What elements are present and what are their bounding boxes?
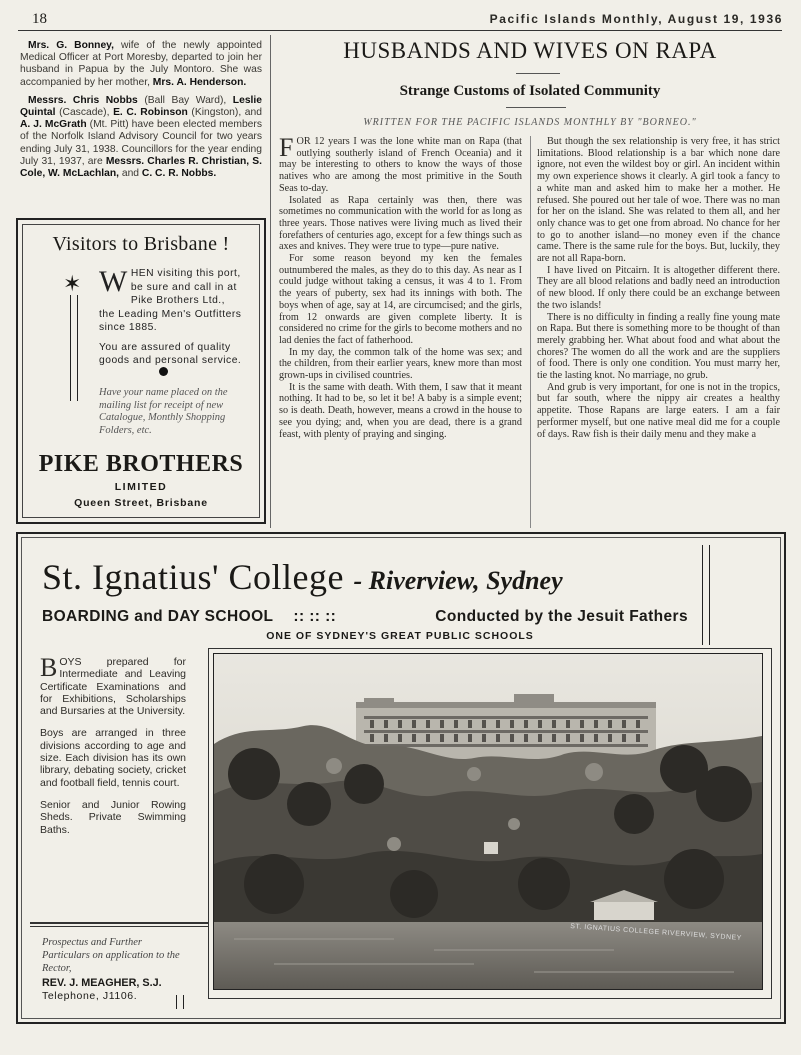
ad-paragraph: Senior and Junior Rowing Sheds. Private Swimming Baths. xyxy=(40,798,186,836)
ad-body xyxy=(99,267,244,374)
running-head: Pacific Islands Monthly, August 19, 1936 xyxy=(489,12,783,26)
conducted-label: Conducted by the Jesuit Fathers xyxy=(435,608,688,625)
company-limited: LIMITED xyxy=(114,481,168,493)
column-divider xyxy=(530,136,531,528)
article-paragraph: In my day, the common talk of the home was sex; and the children, from their earlier years, knew more than most grown-ups in civilised countries. xyxy=(279,346,522,382)
article-subtitle: Strange Customs of Isolated Community xyxy=(399,83,661,99)
article-paragraph: Isolated as Rapa certainly was then, there was sometimes no communication with the world for as long as three years. Those natives were living much as lived their forefathers of centuries ago, except for a few things such as axes and knives. They were true to type—pure native. xyxy=(279,194,522,253)
column-divider xyxy=(270,35,271,528)
article-paragraph: I have lived on Pitcairn. It is altogether different there. They are all blood relations and badly need an introduction of new blood. If only there could be an exchange between the two islands! xyxy=(537,264,780,311)
company-name: PIKE BROTHERS xyxy=(38,451,244,477)
mailing-list-note: Have your name placed on the mailing list for receipt of new Catalogue, Monthly Shopping Folders, etc. xyxy=(99,387,228,436)
company-address: Queen Street, Brisbane xyxy=(74,497,208,509)
article-paragraph: For some reason beyond my ken the females outnumbered the males, as they do to this day. As near as I could judge without taking a census, it was 4 to 1. From the years of puberty, sex had its innings with both. The boys when of age, say at 14, are circumcised; and the girls, from 12 onwards are given complete liberty. It is considered no crime for the girls to become mothers and no lad denies the fact of fatherhood. xyxy=(279,253,522,346)
bullet-dot-icon xyxy=(159,367,168,376)
college-tagline: ONE OF SYDNEY'S GREAT PUBLIC SCHOOLS xyxy=(266,630,534,642)
subtitle-rule xyxy=(506,107,566,108)
college-title: St. Ignatius' College - Riverview, Sydney xyxy=(42,557,563,597)
college-description xyxy=(40,653,186,846)
boarding-label: BOARDING and DAY SCHOOL xyxy=(42,608,274,625)
ad-headline: Visitors to Brisbane ! xyxy=(52,233,230,255)
college-location: - Riverview, Sydney xyxy=(353,566,563,595)
article-title: HUSBANDS AND WIVES ON RAPA xyxy=(343,38,717,63)
ad-paragraph: BOYS prepared for Intermediate and Leaving Certificate Examinations and for Exhibitions, Scholarships and Bursaries at the University. xyxy=(40,653,186,718)
star-icon: ✶ xyxy=(63,271,82,296)
article-paragraph: FOR 12 years I was the lone white man on Rapa (that outlying southerly island of French Oceania) and it may be interesting to others to know the ways of those natives who are among the most primitive in the South Seas to-day. xyxy=(279,136,522,194)
contact-block xyxy=(42,936,188,1003)
article-paragraph: It is the same with death. With them, I saw that it meant nothing. It had to be, so let it be! A baby is a simple event; so is death. Death, however, means a crowd in the house to see you dying; and, when you are dead, there is a grand feast, with plenty of praying and singing. xyxy=(279,381,522,440)
college-photo-frame xyxy=(208,648,772,999)
double-rule xyxy=(30,922,208,927)
telephone: Telephone, J1106. xyxy=(42,990,138,1002)
article-paragraph: There is no difficulty in finding a really fine young mate on Rapa. But there is something more to be thought of than merely grabbing her. What about food and what about the chores? The women do all the work and are the suppliers of food. There is only one condition. You must marry her, tie the lasting knot. No marriage, no grub. xyxy=(537,311,780,382)
school-type-row xyxy=(42,608,688,626)
note-bonney: Mrs. G. Bonney, wife of the newly appointed Medical Officer at Port Moresby, departed to join her husband in Papua by the July Montoro. She was accompanied by her mother, Mrs. A. Henderson. xyxy=(20,40,263,88)
drop-cap: B xyxy=(40,653,58,682)
note-norfolk-council: Messrs. Chris Nobbs (Ball Bay Ward), Leslie Quintal (Cascade), E. C. Robinson (Kingston), and A. J. McGrath (Mt. Pitt) have been elected members of the Norfolk Island Advisory Council for two years ending July 31, 1938. Councillors for the year ending July 31, 1937, are Messrs. Charles R. Christian, S. Cole, W. McLachlan, and C. C. R. Nobbs. xyxy=(20,94,262,180)
rector-name: REV. J. MEAGHER, S.J. xyxy=(42,977,162,989)
ornament-bars xyxy=(176,995,184,1009)
pike-brothers-ad xyxy=(16,218,266,524)
separator: :: :: :: xyxy=(293,608,337,625)
article-byline: WRITTEN FOR THE PACIFIC ISLANDS MONTHLY BY "BORNEO." xyxy=(363,117,697,128)
ad-paragraph: Boys are arranged in three divisions according to age and size. Each division has its own library, debating society, cricket and football field, tennis court. xyxy=(40,727,186,789)
photo-caption: ST. IGNATIUS COLLEGE RIVERVIEW, SYDNEY xyxy=(569,923,743,942)
drop-cap: W xyxy=(99,265,128,298)
ad-paragraph: HEN visiting this port, be sure and call in at Pike Brothers Ltd., the Leading Men's Outfitters since 1885. xyxy=(99,268,242,333)
article-column-2 xyxy=(537,136,780,528)
ad-paragraph: You are assured of quality goods and personal service. xyxy=(99,341,242,366)
ornament-bars xyxy=(702,545,710,645)
college-photo-image xyxy=(214,654,762,989)
college-photo xyxy=(213,653,763,990)
news-notes xyxy=(20,40,262,186)
prospectus-note: Prospectus and Further Particulars on application to the Rector, xyxy=(42,937,180,974)
title-rule xyxy=(516,73,560,74)
header-rule xyxy=(18,30,782,31)
article-paragraph: And grub is very important, for one is not in the tropics, but far south, where the nippy air creates a healthy appetite. Those Rapans are large eaters. I am a fair performer myself, but one native meal did me for a couple of days. Raw fish is their daily menu and they make a xyxy=(537,381,780,440)
ad-inner-border xyxy=(22,224,260,518)
page-number: 18 xyxy=(32,11,47,27)
drop-cap: F xyxy=(279,136,294,162)
article-column-1 xyxy=(279,136,522,528)
article-paragraph: But though the sex relationship is very free, it has strict limitations. Blood relationship is a bar which none dare ignore, not even the wildest boy or girl. An incident within my own experience shows it clearly. A girl took a fancy to a white man and asked him to make her a mother. He refused. She poured out her tale of woe. There was no man for her on the island. She was related to them all, and her only chance was to get one from abroad. No chance for her to go to another island—no money even if the chance came. There is the same rule for the boys. But, luckily, they are not all Rapa-born. xyxy=(537,136,780,265)
ornament-bars xyxy=(70,295,78,401)
